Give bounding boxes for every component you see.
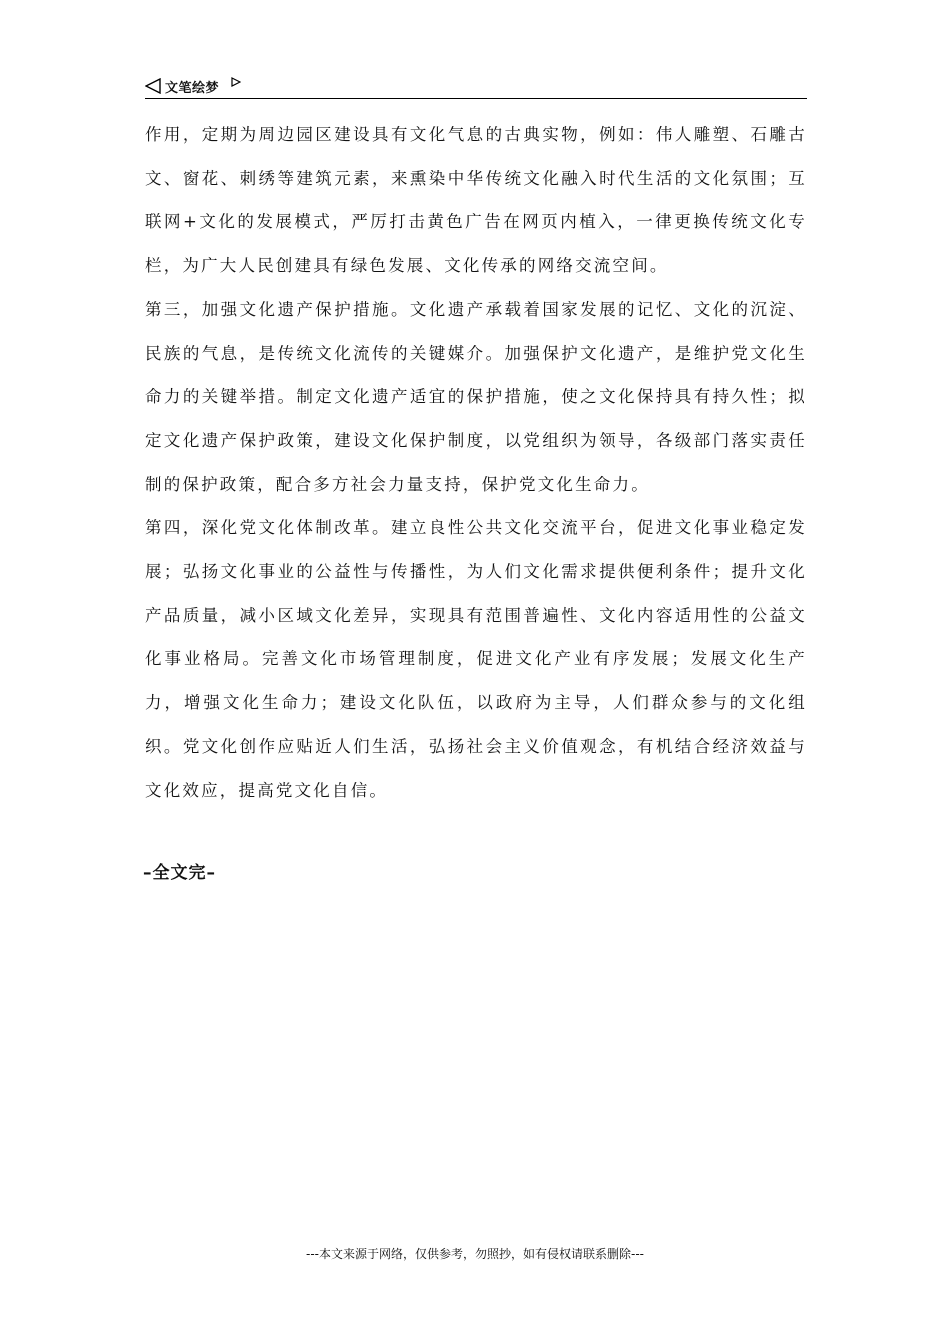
triangle-left-icon [145, 78, 161, 94]
end-mark: –全文完– [143, 863, 216, 883]
header-brand: 文笔绘梦 [165, 81, 220, 96]
footer-disclaimer: ---本文来源于网络，仅供参考，勿照抄，如有侵权请联系删除--- [306, 1247, 644, 1261]
body-paragraph: 第三，加强文化遗产保护措施。文化遗产承载着国家发展的记忆、文化的沉淀、民族的气息，是传统文化流传的关键媒介。加强保护文化遗产，是维护党文化生命力的关键举措。制定文化遗产适宜的保护措施，使之文化保持具有持久性；拟定文化遗产保护政策，建设文化保护制度，以党组织为领导，各级部门落实责任制的保护政策，配合多方社会力量支持，保护党文化生命力。 [145, 299, 807, 494]
body-paragraph: 第四，深化党文化体制改革。建立良性公共文化交流平台，促进文化事业稳定发展；弘扬文化事业的公益性与传播性，为人们文化需求提供便利条件；提升文化产品质量，减小区域文化差异，实现具有范围普遍性、文化内容适用性的公益文化事业格局。完善文化市场管理制度，促进文化产业有序发展；发展文化生产力，增强文化生命力；建设文化队伍，以政府为主导，人们群众参与的文化组织。党文化创作应贴近人们生活，弘扬社会主义价值观念，有机结合经济效益与文化效应，提高党文化自信。 [145, 518, 807, 800]
triangle-right-icon [231, 77, 241, 87]
page-header [145, 74, 807, 99]
body-paragraph: 作用，定期为周边园区建设具有文化气息的古典实物，例如：伟人雕塑、石雕古文、窗花、刺绣等建筑元素，来熏染中华传统文化融入时代生活的文化氛围；互联网+文化的发展模式，严厉打击黄色广告在网页内植入，一律更换传统文化专栏，为广大人民创建具有绿色发展、文化传承的网络交流空间。 [145, 125, 807, 276]
document-body [145, 113, 807, 812]
